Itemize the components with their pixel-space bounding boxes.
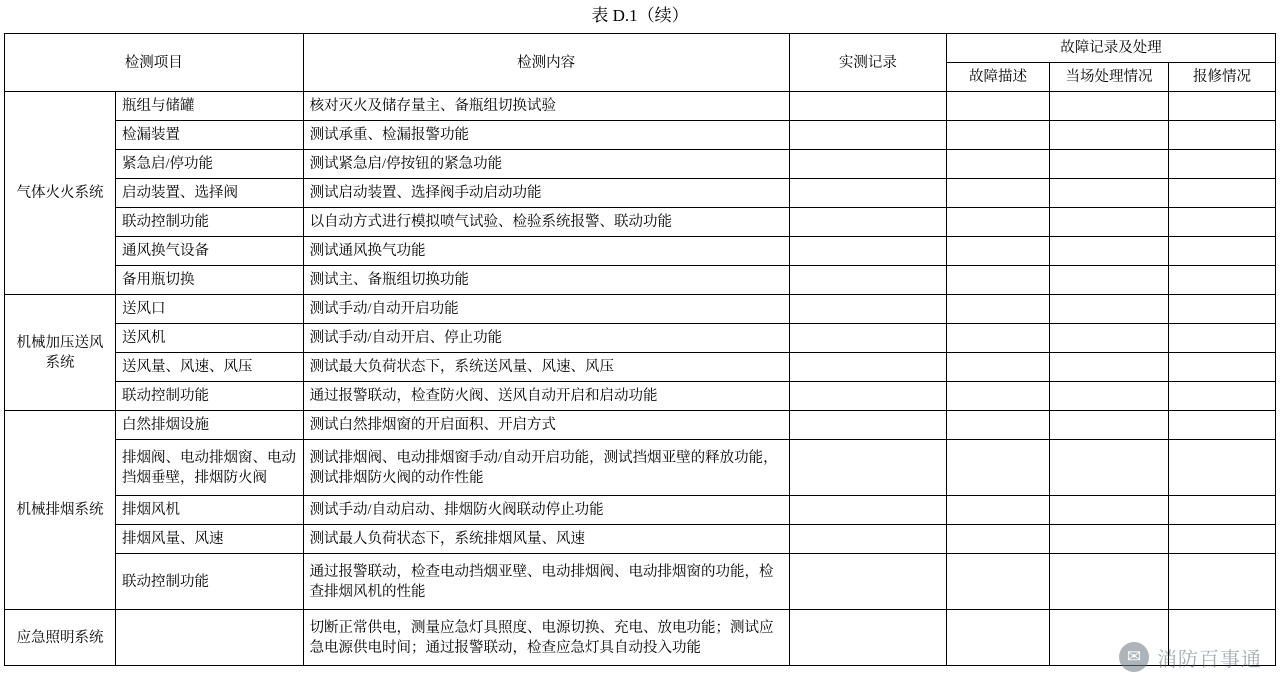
record-cell[interactable] — [789, 324, 946, 353]
inspection-table — [4, 33, 1276, 666]
record-cell[interactable] — [789, 554, 946, 610]
table-row — [5, 554, 1276, 610]
item-cell: 备用瓶切换 — [115, 266, 303, 295]
page-title: 表 D.1（续） — [591, 6, 689, 25]
fault-repair-cell[interactable] — [1168, 266, 1275, 295]
fault-repair-cell[interactable] — [1168, 440, 1275, 496]
content-cell: 通过报警联动，检查防火阀、送风自动开启和启动功能 — [303, 382, 789, 411]
fault-handle-cell[interactable] — [1049, 179, 1168, 208]
fault-handle-cell[interactable] — [1049, 237, 1168, 266]
record-cell[interactable] — [789, 525, 946, 554]
item-cell: 排烟风机 — [115, 496, 303, 525]
item-cell: 排烟风量、风速 — [115, 525, 303, 554]
fault-desc-cell[interactable] — [947, 179, 1050, 208]
content-cell: 测试手动/自动开启功能 — [303, 295, 789, 324]
record-cell[interactable] — [789, 237, 946, 266]
fault-handle-cell[interactable] — [1049, 525, 1168, 554]
table-row — [5, 92, 1276, 121]
record-cell[interactable] — [789, 92, 946, 121]
table-header-row — [5, 34, 1276, 63]
fault-repair-cell[interactable] — [1168, 525, 1275, 554]
header-item: 检测项目 — [5, 34, 304, 92]
item-cell: 送风机 — [115, 324, 303, 353]
category-cell: 机械排烟系统 — [5, 411, 116, 610]
fault-desc-cell[interactable] — [947, 121, 1050, 150]
record-cell[interactable] — [789, 440, 946, 496]
fault-desc-cell[interactable] — [947, 237, 1050, 266]
fault-desc-cell[interactable] — [947, 525, 1050, 554]
fault-desc-cell[interactable] — [947, 324, 1050, 353]
record-cell[interactable] — [789, 121, 946, 150]
fault-desc-cell[interactable] — [947, 353, 1050, 382]
table-row — [5, 382, 1276, 411]
fault-repair-cell[interactable] — [1168, 150, 1275, 179]
fault-repair-cell[interactable] — [1168, 92, 1275, 121]
fault-desc-cell[interactable] — [947, 440, 1050, 496]
fault-handle-cell[interactable] — [1049, 295, 1168, 324]
fault-desc-cell[interactable] — [947, 208, 1050, 237]
fault-repair-cell[interactable] — [1168, 353, 1275, 382]
item-cell: 检漏装置 — [115, 121, 303, 150]
item-cell: 白然排烟设施 — [115, 411, 303, 440]
fault-repair-cell[interactable] — [1168, 324, 1275, 353]
fault-handle-cell[interactable] — [1049, 496, 1168, 525]
fault-desc-cell[interactable] — [947, 295, 1050, 324]
fault-desc-cell[interactable] — [947, 554, 1050, 610]
record-cell[interactable] — [789, 179, 946, 208]
header-fault-repair: 报修情况 — [1168, 63, 1275, 92]
table-row — [5, 324, 1276, 353]
table-row — [5, 150, 1276, 179]
header-fault-handle: 当场处理情况 — [1049, 63, 1168, 92]
record-cell[interactable] — [789, 353, 946, 382]
fault-handle-cell[interactable] — [1049, 92, 1168, 121]
fault-repair-cell[interactable] — [1168, 179, 1275, 208]
record-cell[interactable] — [789, 411, 946, 440]
fault-desc-cell[interactable] — [947, 411, 1050, 440]
content-cell: 切断正常供电，测量应急灯具照度、电源切换、充电、放电功能；测试应急电源供电时间；通过报警联动，检查应急灯具自动投入功能 — [303, 610, 789, 666]
fault-desc-cell[interactable] — [947, 496, 1050, 525]
content-cell: 测试启动装置、选择阀手动启动功能 — [303, 179, 789, 208]
item-cell: 排烟阀、电动排烟窗、电动挡烟垂壁，排烟防火阀 — [115, 440, 303, 496]
content-cell: 测试排烟阀、电动排烟窗手动/自动开启功能，测试挡烟亚壁的释放功能，测试排烟防火阀的动作性能 — [303, 440, 789, 496]
content-cell: 测试主、备瓶组切换功能 — [303, 266, 789, 295]
table-row — [5, 295, 1276, 324]
wechat-icon: ✉ — [1119, 642, 1149, 672]
fault-handle-cell[interactable] — [1049, 554, 1168, 610]
item-cell: 送风口 — [115, 295, 303, 324]
record-cell[interactable] — [789, 382, 946, 411]
fault-repair-cell[interactable] — [1168, 295, 1275, 324]
table-row — [5, 440, 1276, 496]
item-cell: 紧急启/停功能 — [115, 150, 303, 179]
category-cell: 应急照明系统 — [5, 610, 116, 666]
fault-repair-cell[interactable] — [1168, 208, 1275, 237]
table-row — [5, 525, 1276, 554]
header-fault-desc: 故障描述 — [947, 63, 1050, 92]
fault-handle-cell[interactable] — [1049, 382, 1168, 411]
item-cell: 联动控制功能 — [115, 554, 303, 610]
fault-desc-cell[interactable] — [947, 150, 1050, 179]
fault-handle-cell[interactable] — [1049, 150, 1168, 179]
category-cell: 机械加压送风系统 — [5, 295, 116, 411]
record-cell[interactable] — [789, 295, 946, 324]
fault-handle-cell[interactable] — [1049, 353, 1168, 382]
header-fault-group: 故障记录及处理 — [947, 34, 1276, 63]
watermark-text: 消防百事通 — [1157, 648, 1262, 671]
watermark — [1119, 642, 1262, 672]
item-cell: 联动控制功能 — [115, 382, 303, 411]
record-cell[interactable] — [789, 610, 946, 666]
content-cell: 测试手动/自动启动、排烟防火阀联动停止功能 — [303, 496, 789, 525]
item-cell: 启动装置、选择阀 — [115, 179, 303, 208]
fault-repair-cell[interactable] — [1168, 554, 1275, 610]
fault-handle-cell[interactable] — [1049, 121, 1168, 150]
fault-desc-cell[interactable] — [947, 382, 1050, 411]
record-cell[interactable] — [789, 496, 946, 525]
content-cell: 测试通风换气功能 — [303, 237, 789, 266]
content-cell: 核对灭火及储存量主、备瓶组切换试验 — [303, 92, 789, 121]
fault-handle-cell[interactable] — [1049, 440, 1168, 496]
table-row — [5, 121, 1276, 150]
fault-repair-cell[interactable] — [1168, 382, 1275, 411]
fault-handle-cell[interactable] — [1049, 266, 1168, 295]
table-row — [5, 208, 1276, 237]
fault-desc-cell[interactable] — [947, 610, 1050, 666]
content-cell: 以自动方式进行模拟喷气试验、检验系统报警、联动功能 — [303, 208, 789, 237]
fault-repair-cell[interactable] — [1168, 237, 1275, 266]
table-row — [5, 411, 1276, 440]
fault-desc-cell[interactable] — [947, 92, 1050, 121]
fault-handle-cell[interactable] — [1049, 208, 1168, 237]
table-row — [5, 237, 1276, 266]
table-row — [5, 610, 1276, 666]
fault-repair-cell[interactable] — [1168, 121, 1275, 150]
record-cell[interactable] — [789, 150, 946, 179]
fault-handle-cell[interactable] — [1049, 324, 1168, 353]
record-cell[interactable] — [789, 208, 946, 237]
item-cell: 联动控制功能 — [115, 208, 303, 237]
item-cell — [115, 610, 303, 666]
table-row — [5, 266, 1276, 295]
header-record: 实测记录 — [789, 34, 946, 92]
content-cell: 测试最大负荷状态下，系统送风量、风速、风压 — [303, 353, 789, 382]
content-cell: 测试白然排烟窗的开启面积、开启方式 — [303, 411, 789, 440]
content-cell: 测试紧急启/停按钮的紧急功能 — [303, 150, 789, 179]
content-cell: 测试手动/自动开启、停止功能 — [303, 324, 789, 353]
item-cell: 通风换气设备 — [115, 237, 303, 266]
table-row — [5, 496, 1276, 525]
category-cell: 气体火火系统 — [5, 92, 116, 295]
fault-repair-cell[interactable] — [1168, 411, 1275, 440]
table-row — [5, 179, 1276, 208]
content-cell: 测试最人负荷状态下，系统排烟风量、风速 — [303, 525, 789, 554]
table-body — [5, 92, 1276, 666]
content-cell: 通过报警联动，检查电动挡烟亚壁、电动排烟阀、电动排烟窗的功能，检查排烟风机的性能 — [303, 554, 789, 610]
table-row — [5, 353, 1276, 382]
fault-desc-cell[interactable] — [947, 266, 1050, 295]
item-cell: 送风量、风速、风压 — [115, 353, 303, 382]
fault-repair-cell[interactable] — [1168, 496, 1275, 525]
record-cell[interactable] — [789, 266, 946, 295]
fault-handle-cell[interactable] — [1049, 411, 1168, 440]
content-cell: 测试承重、检漏报警功能 — [303, 121, 789, 150]
item-cell: 瓶组与储罐 — [115, 92, 303, 121]
header-content: 检测内容 — [303, 34, 789, 92]
